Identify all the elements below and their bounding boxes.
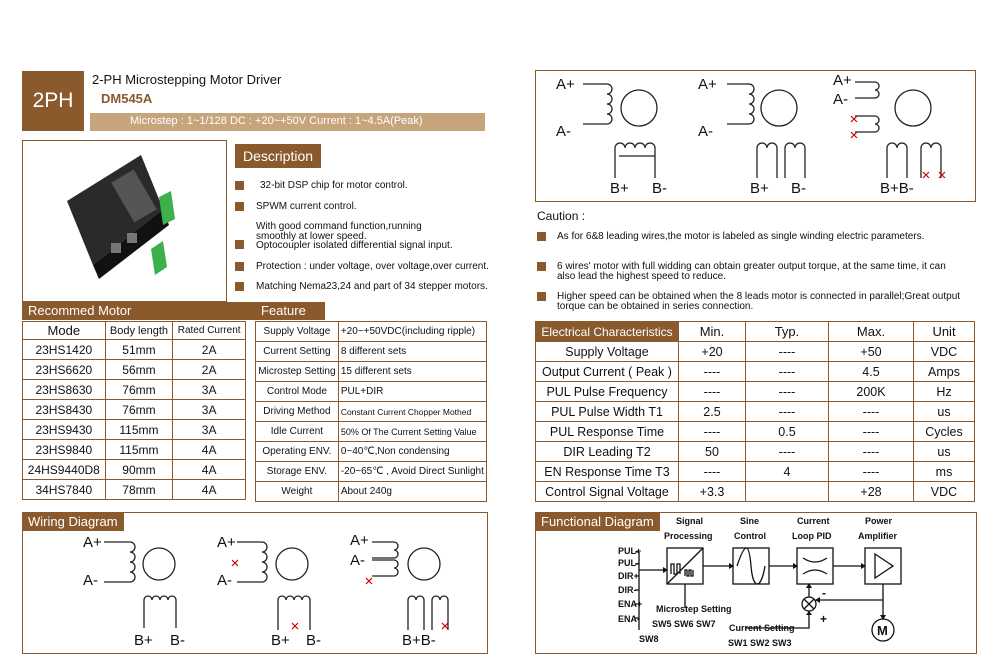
col-rated-current: Rated Current xyxy=(173,322,246,340)
bullet-icon xyxy=(235,202,244,211)
desc-item-4: Optocoupler isolated differential signal input. xyxy=(256,240,453,251)
feature-key: Supply Voltage xyxy=(256,322,339,342)
cell: 23HS9430 xyxy=(23,420,106,440)
col-min: Min. xyxy=(679,322,746,342)
ms-label-1: Microstep Setting xyxy=(656,604,732,614)
feature-value: +20~+50VDC(including ripple) xyxy=(338,322,486,342)
table-row xyxy=(256,362,487,382)
col-max: Max. xyxy=(829,322,914,342)
feature-value: 50% Of The Current Setting Value xyxy=(338,422,486,442)
model-name: DM545A xyxy=(101,91,153,106)
cell: DIR Leading T2 xyxy=(536,442,679,462)
cell: 3A xyxy=(173,380,246,400)
spec-line: Microstep : 1~1/128 DC : +20~+50V Current : 1~4.5A(Peak) xyxy=(130,115,423,127)
cell: Supply Voltage xyxy=(536,342,679,362)
feature-value: 8 different sets xyxy=(338,342,486,362)
cell: ---- xyxy=(746,402,829,422)
minus-sign: - xyxy=(822,586,826,600)
cell: +20 xyxy=(679,342,746,362)
feature-table xyxy=(255,321,487,502)
model-badge: 2PH xyxy=(22,71,84,131)
cs-label-2: SW1 SW2 SW3 xyxy=(728,638,792,648)
input-dir-plus: DIR+ xyxy=(618,571,639,581)
table-row xyxy=(256,482,487,502)
cell: PUL Response Time xyxy=(536,422,679,442)
desc-item-2: SPWM current control. xyxy=(256,201,357,212)
input-dir-minus: DIR- xyxy=(618,585,637,595)
feature-key: Control Mode xyxy=(256,382,339,402)
cell: ---- xyxy=(829,462,914,482)
feature-key: Idle Current xyxy=(256,422,339,442)
driver-image xyxy=(23,141,226,301)
cs-label-1: Current Setting xyxy=(729,623,795,633)
product-photo-frame xyxy=(22,140,227,302)
cell: 56mm xyxy=(105,360,173,380)
cell: 115mm xyxy=(105,420,173,440)
caution-item-1: As for 6&8 leading wires,the motor is labeled as single winding electric parameters. xyxy=(557,231,925,242)
caution-item-2: 6 wires' motor with full widding can obtain greater output torque, at the same time, it can xyxy=(557,261,946,272)
table-row xyxy=(536,362,975,382)
table-row xyxy=(23,460,246,480)
cell: 3A xyxy=(173,420,246,440)
table-row xyxy=(256,402,487,422)
cell: 115mm xyxy=(105,440,173,460)
cell: +50 xyxy=(829,342,914,362)
cell: Hz xyxy=(914,382,975,402)
table-row xyxy=(536,382,975,402)
cell: 34HS7840 xyxy=(23,480,106,500)
t2-a-plus: A+ xyxy=(698,76,717,93)
cell: 2.5 xyxy=(679,402,746,422)
feature-key: Storage ENV. xyxy=(256,462,339,482)
cell: 51mm xyxy=(105,340,173,360)
t1-b-plus: B+ xyxy=(610,180,629,197)
cell: 4A xyxy=(173,480,246,500)
cell: 3A xyxy=(173,400,246,420)
sp-label-1: Signal xyxy=(676,516,704,526)
cell: ---- xyxy=(746,362,829,382)
desc-item-3: With good command function,running xyxy=(256,221,422,232)
table-row xyxy=(23,400,246,420)
wiring-heading: Wiring Diagram xyxy=(22,513,124,531)
col-mode: Mode xyxy=(23,322,106,340)
cell: 23HS8630 xyxy=(23,380,106,400)
col-electrical: Electrical Characteristics xyxy=(536,322,679,342)
table-row xyxy=(536,342,975,362)
sine-label-1: Sine xyxy=(740,516,760,526)
cell: 24HS9440D8 xyxy=(23,460,106,480)
cell: ---- xyxy=(679,422,746,442)
table-row xyxy=(536,462,975,482)
cell: VDC xyxy=(914,342,975,362)
cell: 23HS6620 xyxy=(23,360,106,380)
bullet-icon xyxy=(235,240,244,249)
cell: 4A xyxy=(173,440,246,460)
cell: +3.3 xyxy=(679,482,746,502)
cell: 4 xyxy=(746,462,829,482)
cell: Cycles xyxy=(914,422,975,442)
cell: 50 xyxy=(679,442,746,462)
cell: us xyxy=(914,442,975,462)
cell: 90mm xyxy=(105,460,173,480)
feature-value: Constant Current Chopper Mothed xyxy=(338,402,486,422)
desc-item-6: Matching Nema23,24 and part of 34 stepper motors. xyxy=(256,281,488,292)
bullet-icon xyxy=(537,292,546,301)
table-row xyxy=(256,322,487,342)
table-row xyxy=(256,422,487,442)
w1-b-plus: B+ xyxy=(134,632,153,649)
cell: PUL Pulse Width T1 xyxy=(536,402,679,422)
t2-b-plus: B+ xyxy=(750,180,769,197)
pa-label-2: Amplifier xyxy=(858,531,898,541)
col-body-length: Body length xyxy=(105,322,173,340)
cell: VDC xyxy=(914,482,975,502)
cell: ---- xyxy=(746,342,829,362)
t2-b-minus: B- xyxy=(791,180,806,197)
cell xyxy=(746,482,829,502)
caution-item-2b: also lead the highest speed to reduce. xyxy=(557,271,727,282)
t1-a-minus: A- xyxy=(556,123,571,140)
cell: ms xyxy=(914,462,975,482)
functional-heading: Functional Diagram xyxy=(535,513,660,531)
feature-value: 0~40℃,Non condensing xyxy=(338,442,486,462)
motor-heading: Recommed Motor xyxy=(22,302,262,320)
cell: 2A xyxy=(173,360,246,380)
description-heading: Description xyxy=(235,144,321,168)
cell: 76mm xyxy=(105,400,173,420)
cell: ---- xyxy=(829,402,914,422)
cell: 23HS1420 xyxy=(23,340,106,360)
bullet-icon xyxy=(235,282,244,291)
caution-item-3: Higher speed can be obtained when the 8 leads motor is connected in parallel;Great output xyxy=(557,291,961,302)
input-ena-minus: ENA- xyxy=(618,614,640,624)
table-row xyxy=(256,382,487,402)
input-ena-plus: ENA+ xyxy=(618,599,643,609)
feature-value: About 240g xyxy=(338,482,486,502)
ms-label-3: SW8 xyxy=(639,634,659,644)
feature-heading: Feature xyxy=(255,302,325,320)
table-row xyxy=(536,402,975,422)
w2-b-minus: B- xyxy=(306,632,321,649)
ms-label-2: SW5 SW6 SW7 xyxy=(652,619,716,629)
caution-heading: Caution : xyxy=(537,209,586,223)
cl-label-1: Current xyxy=(797,516,830,526)
cell: EN Response Time T3 xyxy=(536,462,679,482)
bullet-icon xyxy=(537,232,546,241)
feature-value: PUL+DIR xyxy=(338,382,486,402)
electrical-table xyxy=(535,321,975,502)
w1-a-minus: A- xyxy=(83,572,98,589)
feature-key: Microstep Setting xyxy=(256,362,339,382)
feature-value: -20~65℃ , Avoid Direct Sunlight xyxy=(338,462,486,482)
cell: +28 xyxy=(829,482,914,502)
t3-a-plus: A+ xyxy=(833,72,852,89)
w1-b-minus: B- xyxy=(170,632,185,649)
bullet-icon xyxy=(235,181,244,190)
cell: 0.5 xyxy=(746,422,829,442)
sine-label-2: Control xyxy=(734,531,766,541)
t3-bb: B+B- xyxy=(880,180,914,197)
w3-bb: B+B- xyxy=(402,632,436,649)
table-row xyxy=(23,380,246,400)
cell: 78mm xyxy=(105,480,173,500)
feature-key: Current Setting xyxy=(256,342,339,362)
cell: 2A xyxy=(173,340,246,360)
cell: 23HS8430 xyxy=(23,400,106,420)
t1-b-minus: B- xyxy=(652,180,667,197)
t2-a-minus: A- xyxy=(698,123,713,140)
desc-item-1: 32-bit DSP chip for motor control. xyxy=(260,180,408,191)
cell: 200K xyxy=(829,382,914,402)
motor-table xyxy=(22,321,246,500)
feature-key: Operating ENV. xyxy=(256,442,339,462)
cell: Control Signal Voltage xyxy=(536,482,679,502)
table-row xyxy=(256,342,487,362)
cell: us xyxy=(914,402,975,422)
input-pul-plus: PUL+ xyxy=(618,546,642,556)
pa-label-1: Power xyxy=(865,516,893,526)
table-row xyxy=(536,422,975,442)
table-row xyxy=(256,462,487,482)
cell: 76mm xyxy=(105,380,173,400)
cl-label-2: Loop PID xyxy=(792,531,832,541)
table-row xyxy=(23,480,246,500)
sp-label-2: Processing xyxy=(664,531,713,541)
plus-sign: + xyxy=(820,612,828,626)
input-pul-minus: PUL- xyxy=(618,558,639,568)
desc-item-5: Protection : under voltage, over voltage,over current. xyxy=(256,261,489,272)
cell: ---- xyxy=(829,442,914,462)
cell: 23HS9840 xyxy=(23,440,106,460)
table-row xyxy=(23,440,246,460)
motor-symbol-label: M xyxy=(877,623,888,638)
feature-value: 15 different sets xyxy=(338,362,486,382)
bullet-icon xyxy=(235,262,244,271)
cell: ---- xyxy=(829,422,914,442)
table-row xyxy=(23,360,246,380)
table-row xyxy=(256,442,487,462)
bullet-icon xyxy=(537,262,546,271)
cell: ---- xyxy=(679,462,746,482)
w3-a-minus: A- xyxy=(350,552,365,569)
cell: 4A xyxy=(173,460,246,480)
desc-item-3b: smoothly at lower speed. xyxy=(256,231,367,242)
table-row xyxy=(23,340,246,360)
cell: Output Current ( Peak ) xyxy=(536,362,679,382)
w2-b-plus: B+ xyxy=(271,632,290,649)
table-row xyxy=(23,420,246,440)
cell: PUL Pulse Frequency xyxy=(536,382,679,402)
table-row xyxy=(536,442,975,462)
w3-a-plus: A+ xyxy=(350,532,369,549)
t3-a-minus: A- xyxy=(833,91,848,108)
feature-key: Weight xyxy=(256,482,339,502)
cell: 4.5 xyxy=(829,362,914,382)
t1-a-plus: A+ xyxy=(556,76,575,93)
cell: ---- xyxy=(746,382,829,402)
cell: ---- xyxy=(679,382,746,402)
cell: ---- xyxy=(746,442,829,462)
cell: Amps xyxy=(914,362,975,382)
w1-a-plus: A+ xyxy=(83,534,102,551)
w2-a-plus: A+ xyxy=(217,534,236,551)
feature-key: Driving Method xyxy=(256,402,339,422)
table-row xyxy=(536,482,975,502)
col-unit: Unit xyxy=(914,322,975,342)
page-title: 2-PH Microstepping Motor Driver xyxy=(92,72,282,87)
cell: ---- xyxy=(679,362,746,382)
col-typ: Typ. xyxy=(746,322,829,342)
caution-item-3b: torque can be obtained in series connection. xyxy=(557,301,754,312)
w2-a-minus: A- xyxy=(217,572,232,589)
